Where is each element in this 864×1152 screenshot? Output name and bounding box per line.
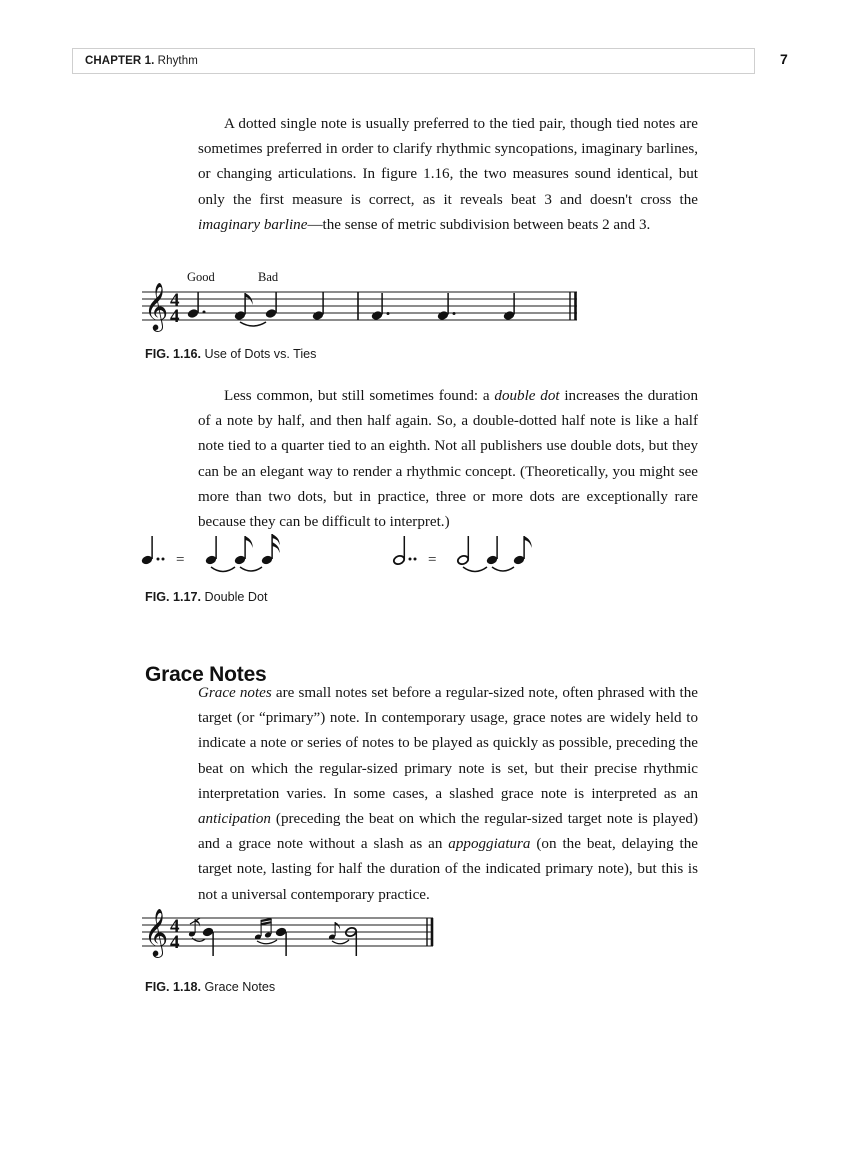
para3-text-c: (on the beat, delaying the target note, lasting for half the duration of the indicated primary note), but this is not a universal contemporary practice. (198, 836, 698, 903)
note-m1-quarter (265, 292, 278, 319)
note-m1-eighth-tied (234, 293, 253, 321)
time-signature-denominator: 4 (170, 306, 180, 327)
augmentation-dot (453, 312, 456, 315)
equation-1-right-eighth (234, 536, 253, 565)
section-heading-grace-notes: Grace Notes (145, 663, 267, 687)
para1-text-a: A dotted single note is usually preferred to the tied pair, though tied notes are sometimes preferred in order to clarify rhythmic syncopations, imaginary barlines, or changing articulations. In figure 1.16, the two measures sound identical, but only the first measure is correct, as it reveals beat 3 and doesn't cross the (198, 116, 698, 208)
fig117-label: FIG. 1.17. (145, 590, 201, 604)
augmentation-dot-2 (162, 558, 165, 561)
para2-text-a: Less common, but still sometimes found: a (224, 388, 495, 404)
staff-lines (142, 918, 433, 946)
figure-1-18-caption (145, 980, 275, 994)
tie-eq2-a (463, 567, 487, 572)
beam-1 (261, 919, 272, 921)
beam-2 (261, 922, 272, 924)
augmentation-dot (203, 311, 206, 314)
paragraph-dotted-notes (198, 112, 698, 238)
figure-1-16-caption (145, 347, 316, 361)
para3-emphasis-appoggiatura: appoggiatura (448, 836, 531, 853)
para3-emphasis-grace-notes: Grace notes (198, 685, 272, 701)
para1-emphasis-imaginary-barline: imaginary barline (198, 216, 308, 233)
fig118-label: FIG. 1.18. (145, 980, 201, 994)
staff-label-bad: Bad (258, 270, 279, 284)
equation-1-right-sixteenth (261, 534, 280, 565)
slur-group-3 (332, 940, 349, 944)
treble-clef-icon: 𝄞 (144, 908, 169, 956)
equation-1-right-quarter (205, 536, 218, 565)
main-note-1-quarter (202, 927, 215, 956)
augmentation-dot-2 (414, 558, 417, 561)
figure-1-16-dots-vs-ties (140, 268, 590, 345)
eighth-flag (524, 536, 532, 548)
paragraph-double-dot (198, 384, 698, 535)
fig118-title: Grace Notes (201, 980, 276, 994)
figure-1-18-staff-svg (140, 908, 450, 963)
para2-text-b: increases the duration of a note by half, and then half again. So, a double-dotted half note is like a half note tied to a quarter tied to an eighth. Not all publishers use double dots, but they can be an elegant way to render a rhythmic concept. (Theoretically, you might see more than two dots, but in practice, three or more dots are exceptionally rare because they can be difficult to interpret.) (198, 388, 699, 531)
sixteenth-flag-2 (272, 542, 280, 553)
chapter-label: CHAPTER 1. (85, 55, 155, 67)
time-signature-numerator: 4 (170, 290, 180, 311)
para3-emphasis-anticipation: anticipation (198, 811, 271, 828)
paragraph-grace-notes (198, 681, 698, 908)
fig116-label: FIG. 1.16. (145, 347, 201, 361)
para2-emphasis-double-dot: double dot (494, 388, 560, 404)
para3-text-b: (preceding the beat on which the regular-sized target note is played) and a grace note without a slash as an (198, 811, 698, 853)
time-signature-numerator: 4 (170, 916, 180, 937)
augmentation-dot-1 (409, 558, 412, 561)
note-m2-quarter (503, 293, 516, 321)
equation-2-right-quarter (486, 536, 499, 565)
figure-1-18-grace-notes (140, 908, 450, 968)
equals-sign-1: = (176, 552, 185, 568)
running-head (72, 48, 755, 74)
grace-note-pair-beamed (254, 919, 272, 940)
tie-eq2-b (492, 567, 514, 571)
running-head-label (73, 55, 198, 67)
figure-1-16-staff-svg (140, 268, 590, 340)
grace-flag (335, 922, 340, 930)
grace-note-slashed-1 (188, 918, 200, 937)
augmentation-dot-1 (157, 558, 160, 561)
treble-clef-icon: 𝄞 (144, 282, 169, 330)
fig116-title: Use of Dots vs. Ties (201, 347, 317, 361)
augmentation-dot (387, 312, 390, 315)
chapter-title: Rhythm (157, 55, 198, 67)
note-m2-dotted-quarter-1 (371, 293, 390, 321)
figure-1-17-double-dot (140, 528, 560, 585)
equation-2-right-eighth (513, 536, 532, 565)
figure-1-17-svg (140, 528, 560, 580)
eighth-flag (245, 536, 253, 548)
equation-2-left-double-dotted-half (393, 536, 417, 565)
slur-group-1 (192, 938, 205, 941)
equals-sign-2: = (428, 552, 437, 568)
time-signature-denominator: 4 (170, 932, 180, 953)
tie-eq1-a (211, 567, 235, 572)
equation-2-right-half (457, 536, 470, 565)
para1-text-b: —the sense of metric subdivision between beats 2 and 3. (307, 216, 651, 233)
figure-1-17-caption (145, 590, 268, 604)
note-m2-dotted-quarter-2 (437, 293, 456, 321)
slur-group-2 (257, 940, 277, 944)
para3-text-a: are small notes set before a regular-sized note, often phrased with the target (or “primary”) note. In contemporary usage, grace notes are widely held to indicate a note or series of notes to be played as quickly as possible, preceding the beat on which the regular-sized primary note is set, but their precise rhythmic interpretation varies. In some cases, a slashed grace note is interpreted as an (198, 685, 698, 802)
main-note-2-quarter (275, 927, 288, 956)
page-number: 7 (780, 51, 788, 67)
note-m1-dotted-quarter (187, 292, 206, 319)
staff-label-good: Good (187, 270, 215, 284)
fig117-title: Double Dot (201, 590, 268, 604)
equation-1-left-double-dotted-quarter (141, 536, 165, 565)
tie-m1-eighth-to-quarter (240, 322, 266, 326)
tie-eq1-b (240, 567, 262, 571)
